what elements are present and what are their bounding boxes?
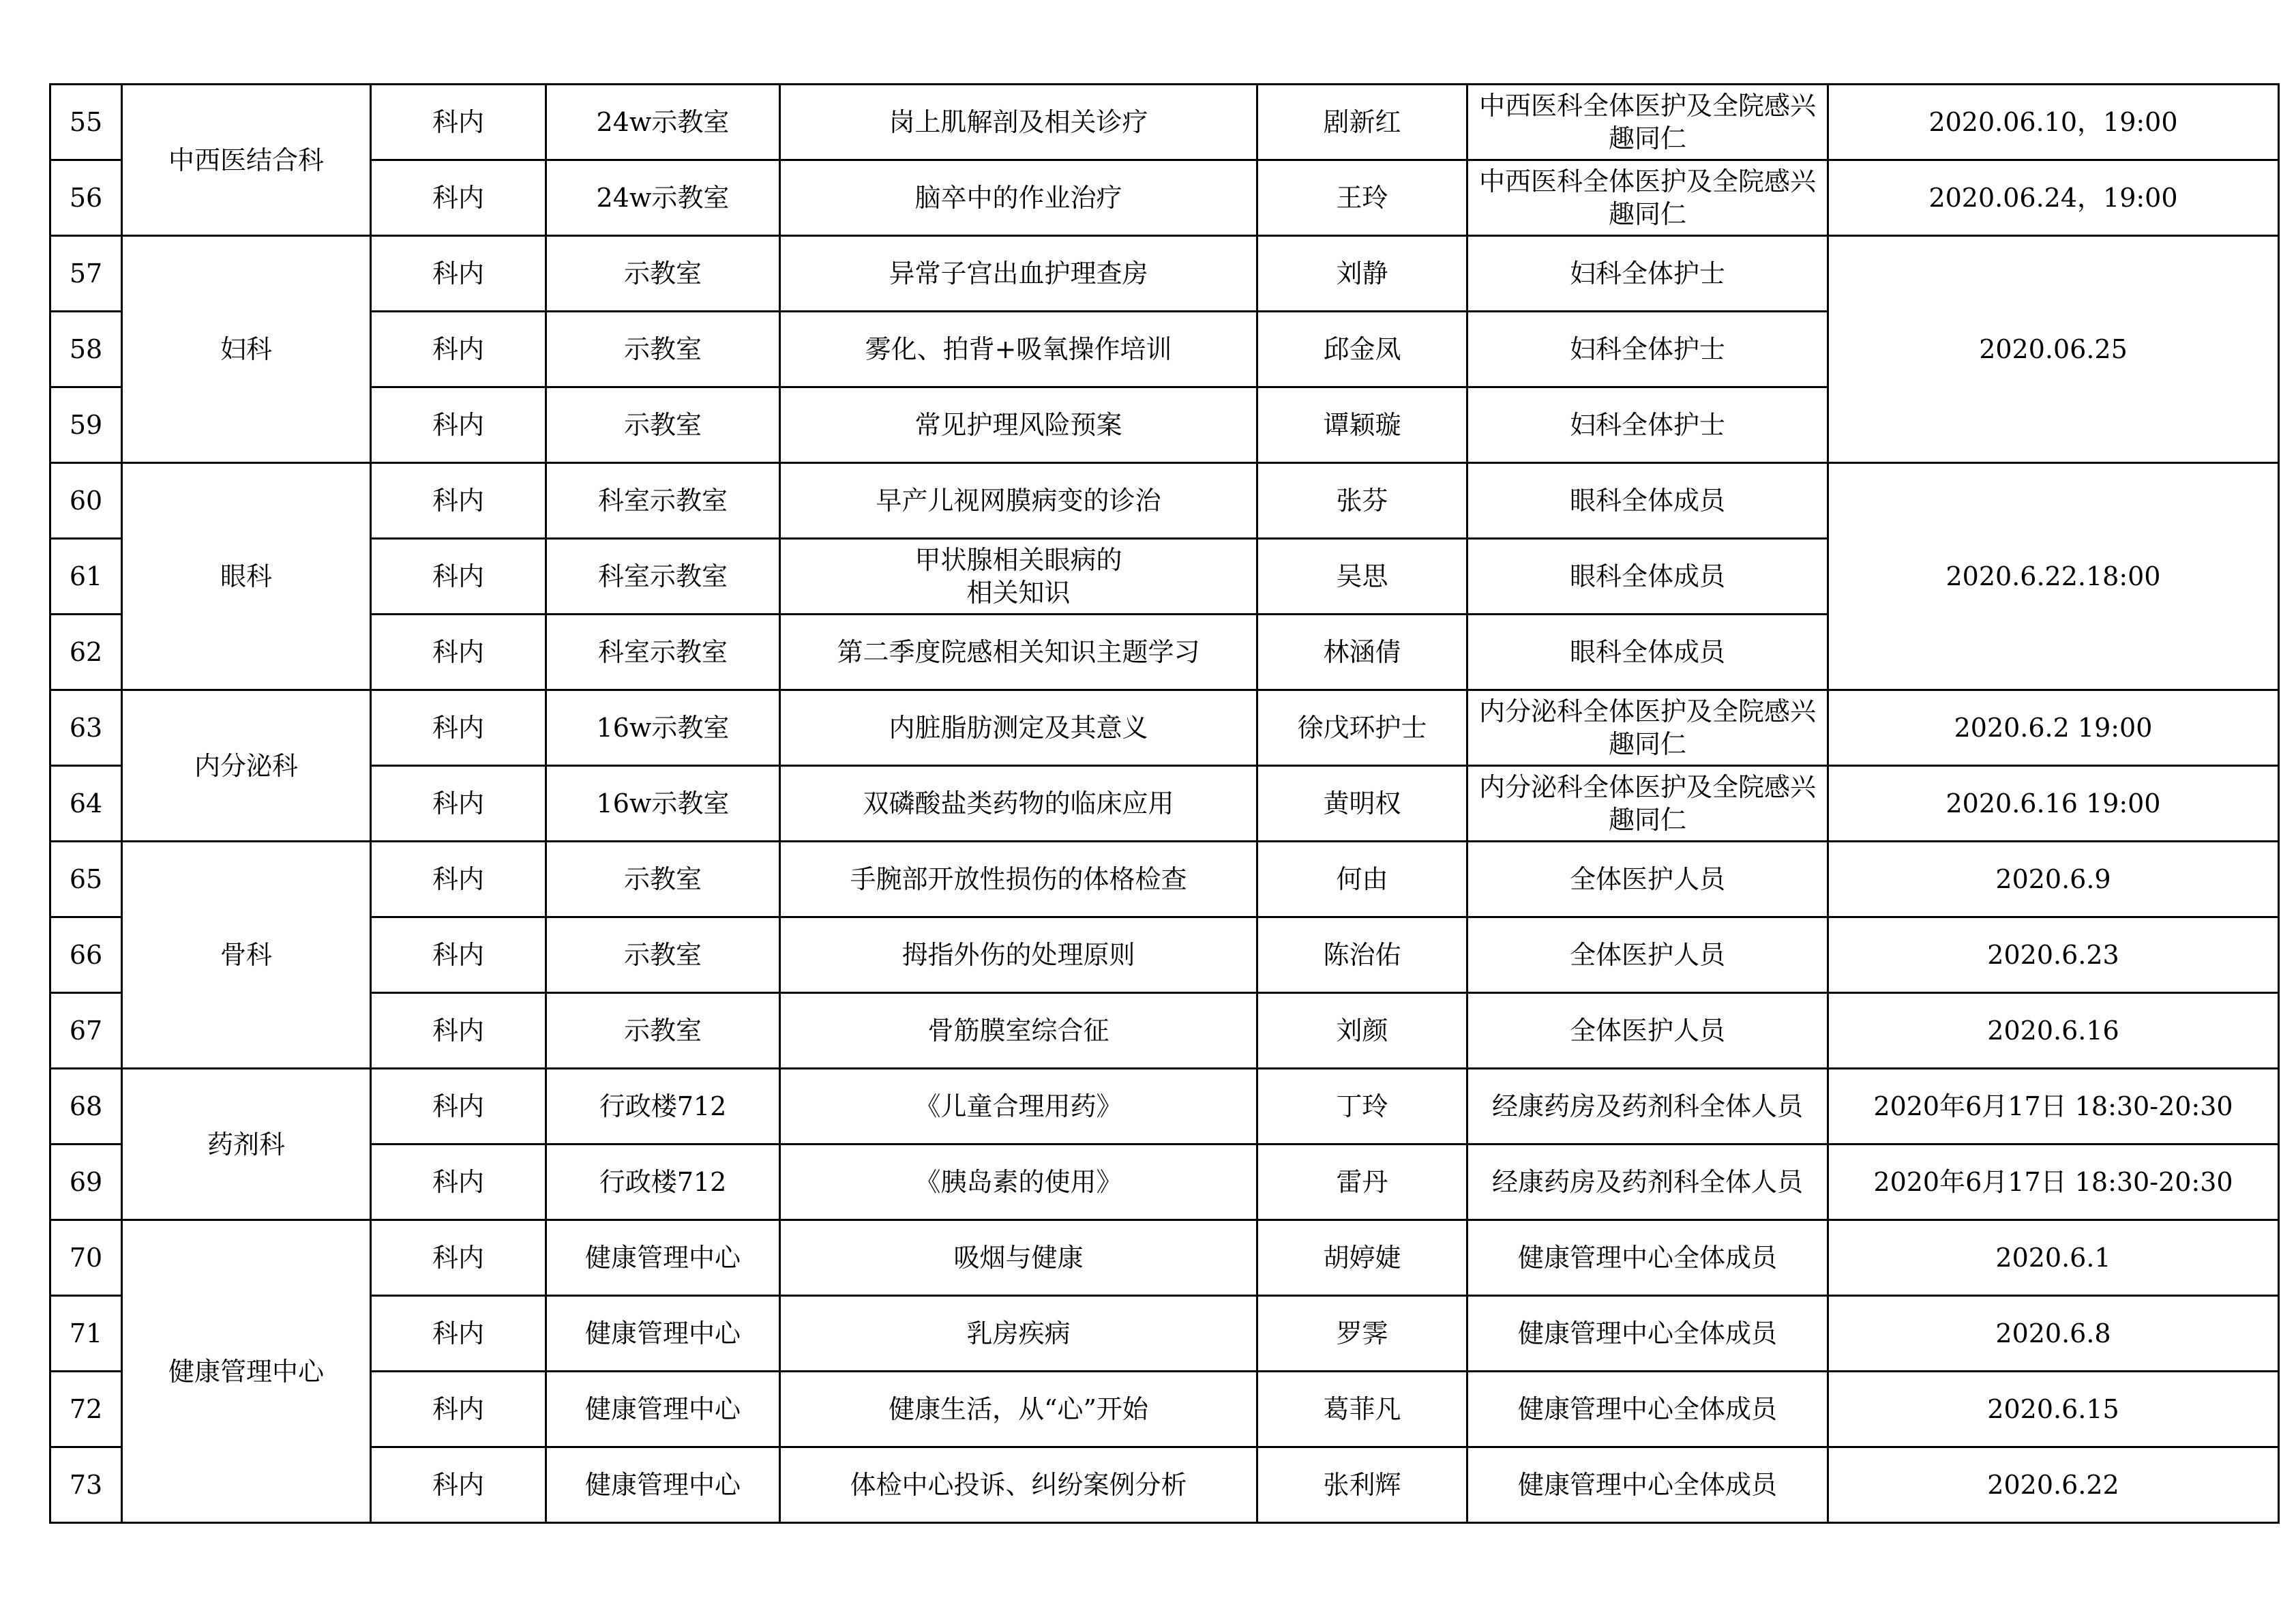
table-row xyxy=(50,463,2279,539)
cell-location: 健康管理中心 xyxy=(546,1447,780,1523)
cell-speaker: 刘静 xyxy=(1257,236,1467,312)
cell-department: 中西医结合科 xyxy=(122,85,371,236)
cell-scope: 科内 xyxy=(371,917,546,993)
cell-topic: 甲状腺相关眼病的 相关知识 xyxy=(780,539,1257,615)
cell-scope: 科内 xyxy=(371,312,546,387)
table-row xyxy=(50,842,2279,917)
cell-topic: 第二季度院感相关知识主题学习 xyxy=(780,615,1257,690)
cell-topic: 内脏脂肪测定及其意义 xyxy=(780,690,1257,766)
cell-speaker: 张芬 xyxy=(1257,463,1467,539)
cell-department: 妇科 xyxy=(122,236,371,463)
cell-scope: 科内 xyxy=(371,690,546,766)
cell-location: 行政楼712 xyxy=(546,1069,780,1145)
cell-audience: 经康药房及药剂科全体人员 xyxy=(1467,1145,1828,1220)
cell-time: 2020.06.10，19:00 xyxy=(1828,85,2279,160)
training-schedule-table xyxy=(49,83,2280,1524)
cell-audience: 中西医科全体医护及全院感兴趣同仁 xyxy=(1467,85,1828,160)
cell-serial-number: 56 xyxy=(50,160,122,236)
cell-audience: 妇科全体护士 xyxy=(1467,387,1828,463)
cell-scope: 科内 xyxy=(371,160,546,236)
cell-location: 24w示教室 xyxy=(546,160,780,236)
cell-location: 健康管理中心 xyxy=(546,1296,780,1372)
cell-scope: 科内 xyxy=(371,766,546,842)
cell-location: 示教室 xyxy=(546,387,780,463)
cell-time: 2020.6.23 xyxy=(1828,917,2279,993)
cell-scope: 科内 xyxy=(371,463,546,539)
cell-location: 16w示教室 xyxy=(546,766,780,842)
cell-time: 2020.6.22 xyxy=(1828,1447,2279,1523)
cell-time: 2020.06.25 xyxy=(1828,236,2279,463)
cell-speaker: 胡婷婕 xyxy=(1257,1220,1467,1296)
cell-speaker: 雷丹 xyxy=(1257,1145,1467,1220)
cell-time: 2020.6.1 xyxy=(1828,1220,2279,1296)
cell-time: 2020年6月17日 18:30-20:30 xyxy=(1828,1069,2279,1145)
cell-scope: 科内 xyxy=(371,1296,546,1372)
table-row xyxy=(50,993,2279,1069)
cell-department: 内分泌科 xyxy=(122,690,371,842)
cell-location: 示教室 xyxy=(546,917,780,993)
cell-serial-number: 61 xyxy=(50,539,122,615)
cell-audience: 眼科全体成员 xyxy=(1467,539,1828,615)
cell-audience: 全体医护人员 xyxy=(1467,917,1828,993)
cell-serial-number: 58 xyxy=(50,312,122,387)
cell-scope: 科内 xyxy=(371,993,546,1069)
table-row xyxy=(50,236,2279,312)
cell-department: 药剂科 xyxy=(122,1069,371,1220)
cell-location: 24w示教室 xyxy=(546,85,780,160)
cell-audience: 健康管理中心全体成员 xyxy=(1467,1447,1828,1523)
cell-serial-number: 64 xyxy=(50,766,122,842)
cell-speaker: 丁玲 xyxy=(1257,1069,1467,1145)
cell-audience: 全体医护人员 xyxy=(1467,993,1828,1069)
cell-location: 16w示教室 xyxy=(546,690,780,766)
cell-speaker: 林涵倩 xyxy=(1257,615,1467,690)
cell-speaker: 张利辉 xyxy=(1257,1447,1467,1523)
cell-location: 示教室 xyxy=(546,842,780,917)
cell-topic: 健康生活，从“心”开始 xyxy=(780,1372,1257,1447)
cell-speaker: 葛菲凡 xyxy=(1257,1372,1467,1447)
table-row xyxy=(50,85,2279,160)
cell-topic: 拇指外伤的处理原则 xyxy=(780,917,1257,993)
table-row xyxy=(50,917,2279,993)
table-row xyxy=(50,1296,2279,1372)
cell-time: 2020年6月17日 18:30-20:30 xyxy=(1828,1145,2279,1220)
cell-scope: 科内 xyxy=(371,539,546,615)
cell-time: 2020.6.2 19:00 xyxy=(1828,690,2279,766)
cell-location: 健康管理中心 xyxy=(546,1220,780,1296)
cell-audience: 眼科全体成员 xyxy=(1467,463,1828,539)
cell-audience: 眼科全体成员 xyxy=(1467,615,1828,690)
cell-time: 2020.06.24，19:00 xyxy=(1828,160,2279,236)
cell-time: 2020.6.8 xyxy=(1828,1296,2279,1372)
cell-time: 2020.6.16 xyxy=(1828,993,2279,1069)
table-row xyxy=(50,766,2279,842)
cell-speaker: 何由 xyxy=(1257,842,1467,917)
cell-location: 示教室 xyxy=(546,312,780,387)
schedule-body xyxy=(50,85,2279,1523)
cell-serial-number: 70 xyxy=(50,1220,122,1296)
cell-audience: 妇科全体护士 xyxy=(1467,312,1828,387)
cell-audience: 妇科全体护士 xyxy=(1467,236,1828,312)
cell-department: 眼科 xyxy=(122,463,371,690)
cell-location: 行政楼712 xyxy=(546,1145,780,1220)
cell-speaker: 邱金凤 xyxy=(1257,312,1467,387)
table-row xyxy=(50,160,2279,236)
cell-scope: 科内 xyxy=(371,85,546,160)
cell-topic: 常见护理风险预案 xyxy=(780,387,1257,463)
cell-time: 2020.6.15 xyxy=(1828,1372,2279,1447)
cell-serial-number: 67 xyxy=(50,993,122,1069)
cell-topic: 脑卒中的作业治疗 xyxy=(780,160,1257,236)
cell-audience: 健康管理中心全体成员 xyxy=(1467,1296,1828,1372)
cell-serial-number: 69 xyxy=(50,1145,122,1220)
cell-topic: 骨筋膜室综合征 xyxy=(780,993,1257,1069)
cell-time: 2020.6.22.18:00 xyxy=(1828,463,2279,690)
cell-scope: 科内 xyxy=(371,1447,546,1523)
cell-speaker: 谭颖璇 xyxy=(1257,387,1467,463)
cell-audience: 健康管理中心全体成员 xyxy=(1467,1220,1828,1296)
cell-topic: 岗上肌解剖及相关诊疗 xyxy=(780,85,1257,160)
table-row xyxy=(50,1372,2279,1447)
cell-topic: 异常子宫出血护理查房 xyxy=(780,236,1257,312)
cell-speaker: 吴思 xyxy=(1257,539,1467,615)
cell-topic: 体检中心投诉、纠纷案例分析 xyxy=(780,1447,1257,1523)
cell-serial-number: 73 xyxy=(50,1447,122,1523)
cell-speaker: 徐戊环护士 xyxy=(1257,690,1467,766)
cell-audience: 经康药房及药剂科全体人员 xyxy=(1467,1069,1828,1145)
cell-location: 示教室 xyxy=(546,236,780,312)
cell-location: 示教室 xyxy=(546,993,780,1069)
cell-serial-number: 66 xyxy=(50,917,122,993)
cell-scope: 科内 xyxy=(371,842,546,917)
cell-scope: 科内 xyxy=(371,1069,546,1145)
cell-topic: 《儿童合理用药》 xyxy=(780,1069,1257,1145)
cell-serial-number: 63 xyxy=(50,690,122,766)
cell-topic: 吸烟与健康 xyxy=(780,1220,1257,1296)
cell-serial-number: 65 xyxy=(50,842,122,917)
cell-serial-number: 59 xyxy=(50,387,122,463)
cell-speaker: 陈治佑 xyxy=(1257,917,1467,993)
table-row xyxy=(50,1069,2279,1145)
cell-audience: 健康管理中心全体成员 xyxy=(1467,1372,1828,1447)
cell-scope: 科内 xyxy=(371,1372,546,1447)
cell-location: 科室示教室 xyxy=(546,463,780,539)
cell-serial-number: 71 xyxy=(50,1296,122,1372)
cell-department: 健康管理中心 xyxy=(122,1220,371,1523)
cell-scope: 科内 xyxy=(371,1220,546,1296)
cell-topic: 早产儿视网膜病变的诊治 xyxy=(780,463,1257,539)
cell-scope: 科内 xyxy=(371,615,546,690)
cell-scope: 科内 xyxy=(371,236,546,312)
cell-serial-number: 55 xyxy=(50,85,122,160)
cell-speaker: 罗霁 xyxy=(1257,1296,1467,1372)
cell-scope: 科内 xyxy=(371,387,546,463)
cell-speaker: 剧新红 xyxy=(1257,85,1467,160)
cell-location: 健康管理中心 xyxy=(546,1372,780,1447)
table-row xyxy=(50,1145,2279,1220)
table-row xyxy=(50,1220,2279,1296)
cell-audience: 中西医科全体医护及全院感兴趣同仁 xyxy=(1467,160,1828,236)
cell-time: 2020.6.16 19:00 xyxy=(1828,766,2279,842)
cell-serial-number: 60 xyxy=(50,463,122,539)
cell-serial-number: 57 xyxy=(50,236,122,312)
cell-audience: 内分泌科全体医护及全院感兴趣同仁 xyxy=(1467,766,1828,842)
cell-location: 科室示教室 xyxy=(546,615,780,690)
table-row xyxy=(50,1447,2279,1523)
table-row xyxy=(50,690,2279,766)
cell-audience: 全体医护人员 xyxy=(1467,842,1828,917)
cell-time: 2020.6.9 xyxy=(1828,842,2279,917)
cell-speaker: 黄明权 xyxy=(1257,766,1467,842)
cell-serial-number: 62 xyxy=(50,615,122,690)
cell-audience: 内分泌科全体医护及全院感兴趣同仁 xyxy=(1467,690,1828,766)
cell-location: 科室示教室 xyxy=(546,539,780,615)
cell-serial-number: 72 xyxy=(50,1372,122,1447)
cell-topic: 手腕部开放性损伤的体格检查 xyxy=(780,842,1257,917)
cell-topic: 《胰岛素的使用》 xyxy=(780,1145,1257,1220)
cell-topic: 雾化、拍背+吸氧操作培训 xyxy=(780,312,1257,387)
cell-speaker: 王玲 xyxy=(1257,160,1467,236)
cell-scope: 科内 xyxy=(371,1145,546,1220)
cell-topic: 双磷酸盐类药物的临床应用 xyxy=(780,766,1257,842)
cell-department: 骨科 xyxy=(122,842,371,1069)
cell-topic: 乳房疾病 xyxy=(780,1296,1257,1372)
cell-speaker: 刘颜 xyxy=(1257,993,1467,1069)
cell-serial-number: 68 xyxy=(50,1069,122,1145)
